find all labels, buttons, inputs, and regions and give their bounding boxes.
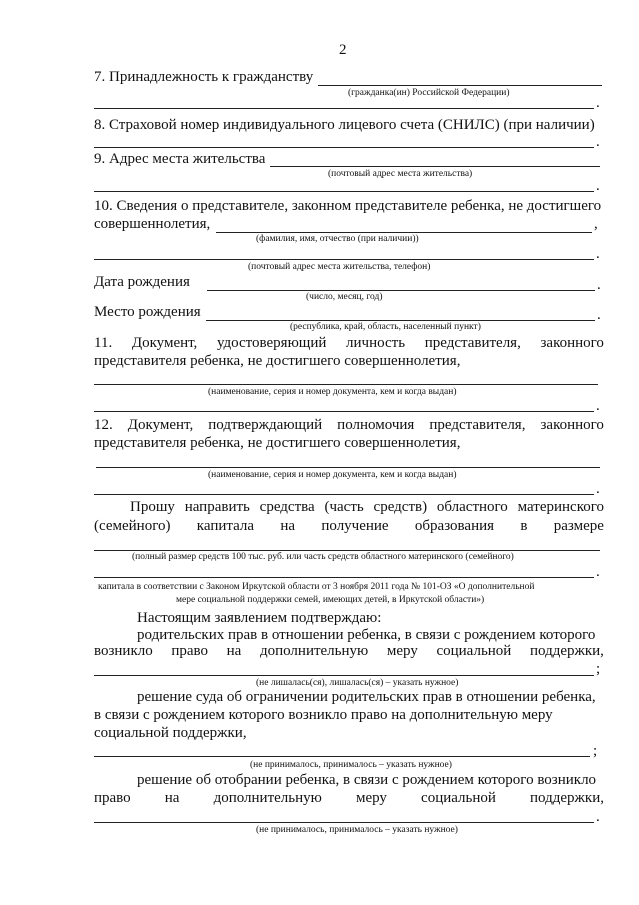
request-word: областного xyxy=(436,499,508,515)
confirm-p1-line2 xyxy=(94,643,604,660)
identity-doc-word: 11. xyxy=(94,335,113,351)
identity-doc-hint: (наименование, серия и номер документа, кем и когда выдан) xyxy=(208,387,457,397)
child-removal-line[interactable] xyxy=(94,822,594,823)
birth-place-line[interactable] xyxy=(206,320,595,321)
confirm-p1-word: возникло xyxy=(94,643,153,659)
request-word: (часть xyxy=(324,499,364,515)
birth-place-hint: (республика, край, область, населенный пункт) xyxy=(290,322,481,332)
birth-date-line[interactable] xyxy=(207,290,595,291)
request-word: получение xyxy=(321,518,389,534)
identity-doc-line[interactable] xyxy=(94,384,598,385)
request-word: размере xyxy=(553,518,604,534)
authority-doc-word: представителя, xyxy=(429,417,526,433)
identity-doc-end-mark: . xyxy=(596,398,600,414)
representative-label-line2: совершеннолетия, xyxy=(94,216,211,232)
representative-address-hint: (почтовый адрес места жительства, телефон) xyxy=(248,262,431,272)
request-word: средств) xyxy=(373,499,428,515)
confirm-p1-word: дополнительную xyxy=(259,643,369,659)
parental-rights-end-mark: ; xyxy=(596,661,601,677)
court-restriction-line[interactable] xyxy=(94,756,590,757)
identity-doc-label-line1 xyxy=(94,335,604,352)
request-word: направить xyxy=(184,499,250,515)
parental-rights-hint: (не лишалась(ся), лишалась(ся) – указать нужное) xyxy=(256,678,459,688)
identity-doc-word: законного xyxy=(540,335,604,351)
request-word: капитала xyxy=(196,518,255,534)
confirm-p1-word: на xyxy=(226,643,242,659)
confirm-p1-word: меру xyxy=(386,643,418,659)
law-reference-line2: мере социальной поддержки семей, имеющих детей, в Иркутской области») xyxy=(176,595,485,605)
authority-doc-label-line1 xyxy=(94,417,604,434)
citizenship-end-mark: . xyxy=(596,95,600,111)
authority-doc-word: 12. xyxy=(94,417,113,433)
snils-end-mark: . xyxy=(596,134,600,150)
amount-line-2[interactable] xyxy=(94,577,594,578)
citizenship-field-line-2[interactable] xyxy=(94,108,594,109)
child-removal-end-mark: . xyxy=(596,809,600,825)
child-removal-hint: (не принималось, принималось – указать нужное) xyxy=(256,825,458,835)
request-word: средства xyxy=(259,499,315,515)
identity-doc-word: удостоверяющий xyxy=(216,335,327,351)
request-line2 xyxy=(94,518,604,535)
citizenship-label: 7. Принадлежность к гражданству xyxy=(94,69,314,85)
authority-doc-line[interactable] xyxy=(96,467,600,468)
birth-date-hint: (число, месяц, год) xyxy=(306,292,383,302)
confirm-p3-line2 xyxy=(94,790,604,807)
confirm-p1-line1: родительских прав в отношении ребенка, в связи с рождением которого xyxy=(137,627,596,643)
authority-doc-word: подтверждающий xyxy=(208,417,323,433)
birth-place-end-mark: . xyxy=(597,307,601,323)
snils-label: 8. Страховой номер индивидуального лицевого счета (СНИЛС) (при наличии) xyxy=(94,117,595,133)
authority-doc-label-line2: представителя ребенка, не достигшего совершеннолетия, xyxy=(94,435,461,451)
confirm-p3-word: социальной xyxy=(421,790,496,806)
birth-date-label: Дата рождения xyxy=(94,274,190,290)
request-word: (семейного) xyxy=(94,518,171,534)
confirm-p1-word: социальной xyxy=(436,643,512,659)
authority-doc-hint: (наименование, серия и номер документа, кем и когда выдан) xyxy=(208,470,457,480)
confirm-intro: Настоящим заявлением подтверждаю: xyxy=(137,610,382,626)
confirm-p3-word: поддержки, xyxy=(530,790,604,806)
request-word: Прошу xyxy=(130,499,175,515)
request-word: на xyxy=(280,518,296,534)
authority-doc-end-mark: . xyxy=(596,481,600,497)
residence-address-end-mark: . xyxy=(596,178,600,194)
parental-rights-line[interactable] xyxy=(94,675,594,676)
identity-doc-word: личность xyxy=(346,335,406,351)
residence-address-hint: (почтовый адрес места жительства) xyxy=(328,169,473,179)
snils-field-line[interactable] xyxy=(94,147,594,148)
identity-doc-word: представителя, xyxy=(424,335,521,351)
identity-doc-word: Документ, xyxy=(131,335,198,351)
request-word: в xyxy=(520,518,528,534)
confirm-p1-word: право xyxy=(171,643,209,659)
amount-hint: (полный размер средств 100 тыс. руб. или часть средств областного материнского (семейного) xyxy=(132,552,514,562)
court-restriction-hint: (не принималось, принималось – указать нужное) xyxy=(250,760,452,770)
confirm-p1-word: поддержки, xyxy=(529,643,604,659)
confirm-p2-line2: в связи с рождением которого возникло право на дополнительную меру xyxy=(94,707,553,723)
page-number: 2 xyxy=(339,42,347,58)
birth-date-end-mark: . xyxy=(597,277,601,293)
authority-doc-line-2[interactable] xyxy=(94,494,594,495)
authority-doc-word: законного xyxy=(540,417,604,433)
residence-address-line[interactable] xyxy=(270,166,600,167)
confirm-p2-line1: решение суда об ограничении родительских прав в отношении ребенка, xyxy=(137,689,596,705)
confirm-p3-word: меру xyxy=(355,790,387,806)
confirm-p3-word: дополнительную xyxy=(213,790,322,806)
representative-address-end-mark: . xyxy=(596,246,600,262)
identity-doc-line-2[interactable] xyxy=(94,411,594,412)
identity-doc-label-line2: представителя ребенка, не достигшего совершеннолетия, xyxy=(94,353,461,369)
authority-doc-word: полномочия xyxy=(337,417,415,433)
confirm-p3-word: на xyxy=(164,790,180,806)
representative-fio-hint: (фамилия, имя, отчество (при наличии)) xyxy=(256,234,419,244)
confirm-p3-word: право xyxy=(94,790,131,806)
law-reference-line1: капитала в соответствии с Законом Иркутской области от 3 ноября 2011 года № 101-ОЗ «О дополнительной xyxy=(98,582,535,592)
authority-doc-word: Документ, xyxy=(127,417,194,433)
court-restriction-end-mark: ; xyxy=(593,743,598,759)
residence-address-label: 9. Адрес места жительства xyxy=(94,151,266,167)
amount-line[interactable] xyxy=(94,550,600,551)
birth-place-label: Место рождения xyxy=(94,304,201,320)
request-word: образования xyxy=(414,518,495,534)
representative-fio-comma: , xyxy=(594,216,598,232)
representative-address-line[interactable] xyxy=(94,259,594,260)
citizenship-hint: (гражданка(ин) Российской Федерации) xyxy=(348,88,510,98)
residence-address-line-2[interactable] xyxy=(94,191,594,192)
citizenship-field-line[interactable] xyxy=(318,85,602,86)
confirm-p3-line1: решение об отобрании ребенка, в связи с рождением которого возникло xyxy=(137,772,597,788)
amount-end-mark: . xyxy=(596,564,600,580)
confirm-p2-line3: социальной поддержки, xyxy=(94,725,247,741)
request-word: материнского xyxy=(517,499,604,515)
request-line1 xyxy=(130,499,604,516)
representative-label-line1: 10. Сведения о представителе, законном представителе ребенка, не достигшего xyxy=(94,198,602,214)
representative-fio-line[interactable] xyxy=(216,232,592,233)
